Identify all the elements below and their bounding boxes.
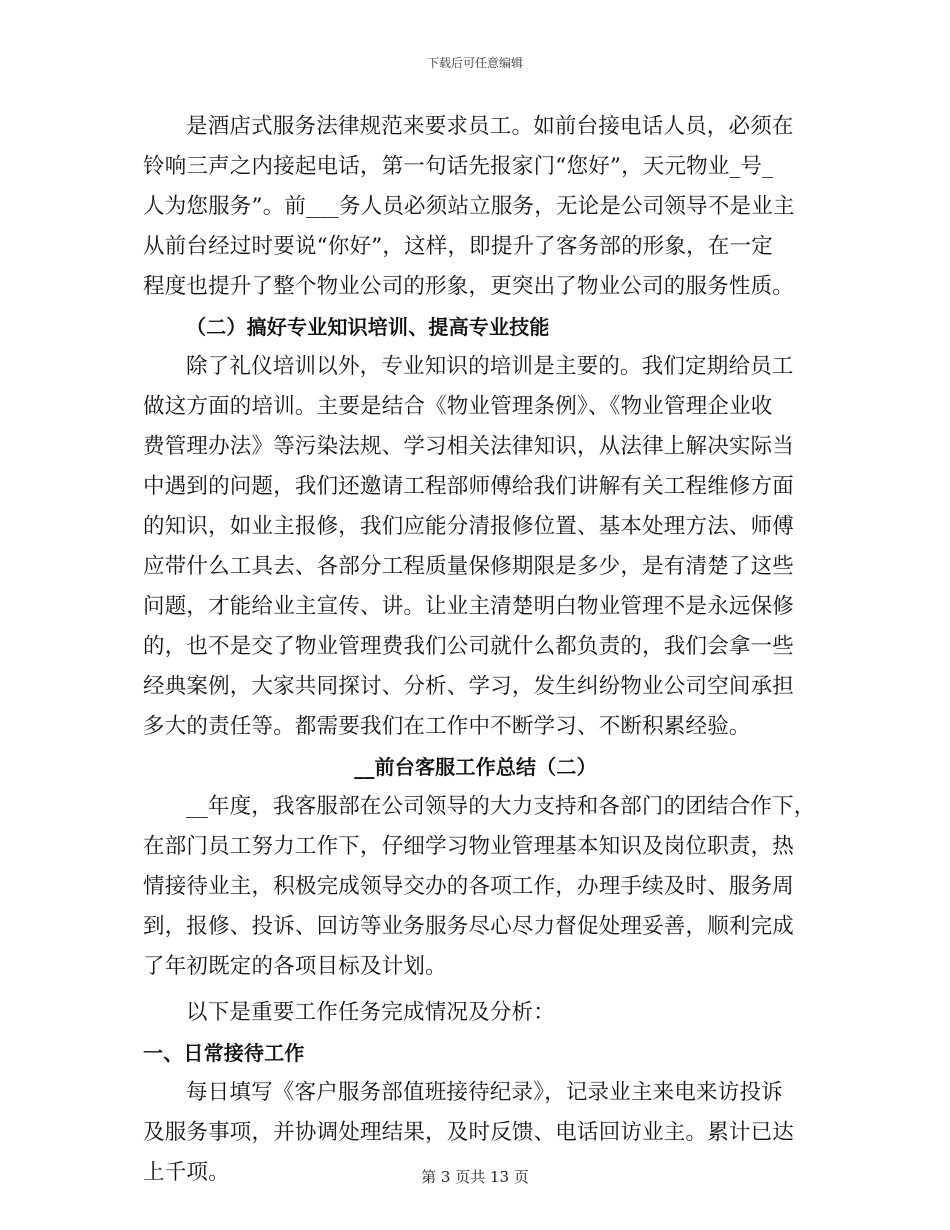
text-line: 程度也提升了整个物业公司的形象，更突出了物业公司的服务性质。 bbox=[143, 274, 795, 299]
text-line: 的知识，如业主报修，我们应能分清报修位置、基本处理方法、师傅 bbox=[143, 514, 795, 539]
text-line: 了年初既定的各项目标及计划。 bbox=[143, 954, 447, 979]
text-line: __年度，我客服部在公司领导的大力支持和各部门的团结合作下， bbox=[186, 794, 816, 819]
text-line: 及服务事项，并协调处理结果，及时反馈、电话回访业主。累计已达 bbox=[143, 1120, 795, 1145]
section-heading: 一、日常接待工作 bbox=[143, 1041, 305, 1065]
text-line: 应带什么工具去、各部分工程质量保修期限是多少，是有清楚了这些 bbox=[143, 554, 795, 579]
text-line: 问题，才能给业主宣传、讲。让业主清楚明白物业管理不是永远保修 bbox=[143, 594, 795, 619]
text-line: 多大的责任等。都需要我们在工作中不断学习、不断积累经验。 bbox=[143, 714, 751, 739]
text-line: 到，报修、投诉、回访等业务服务尽心尽力督促处理妥善，顺利完成 bbox=[143, 914, 795, 939]
section-heading: （二）搞好专业知识培训、提高专业技能 bbox=[186, 315, 550, 339]
document-title: __前台客服工作总结（二） bbox=[354, 755, 597, 779]
text-line: 经典案例，大家共同探讨、分析、学习，发生纠纷物业公司空间承担 bbox=[143, 674, 795, 699]
text-line: 以下是重要工作任务完成情况及分析： bbox=[186, 1000, 555, 1025]
text-line: 从前台经过时要说“你好”，这样，即提升了客务部的形象，在一定 bbox=[143, 234, 773, 259]
text-line: 铃响三声之内接起电话，第一句话先报家门“您好”，天元物业_号_ bbox=[143, 154, 774, 179]
text-line: 上千项。 bbox=[143, 1160, 230, 1185]
text-line: 除了礼仪培训以外，专业知识的培训是主要的。我们定期给员工 bbox=[186, 354, 794, 379]
header-note: 下载后可任意编辑 bbox=[426, 56, 523, 70]
text-line: 做这方面的培训。主要是结合《物业管理条例》、《物业管理企业收 bbox=[143, 394, 773, 419]
page-number: 第 3 页共 13 页 bbox=[421, 1168, 529, 1186]
text-line: 情接待业主，积极完成领导交办的各项工作，办理手续及时、服务周 bbox=[143, 874, 795, 899]
text-line: 人为您服务”。前___务人员必须站立服务，无论是公司领导不是业主 bbox=[143, 194, 795, 219]
text-line: 是酒店式服务法律规范来要求员工。如前台接电话人员，必须在 bbox=[186, 114, 794, 139]
text-line: 费管理办法》等污染法规、学习相关法律知识，从法律上解决实际当 bbox=[143, 434, 795, 459]
text-line: 中遇到的问题，我们还邀请工程部师傅给我们讲解有关工程维修方面 bbox=[143, 474, 795, 499]
text-line: 的，也不是交了物业管理费我们公司就什么都负责的，我们会拿一些 bbox=[143, 634, 795, 659]
text-line: 在部门员工努力工作下，仔细学习物业管理基本知识及岗位职责，热 bbox=[143, 834, 795, 859]
document-body bbox=[143, 107, 816, 1193]
text-line: 每日填写《客户服务部值班接待纪录》，记录业主来电来访投诉 bbox=[186, 1080, 783, 1105]
